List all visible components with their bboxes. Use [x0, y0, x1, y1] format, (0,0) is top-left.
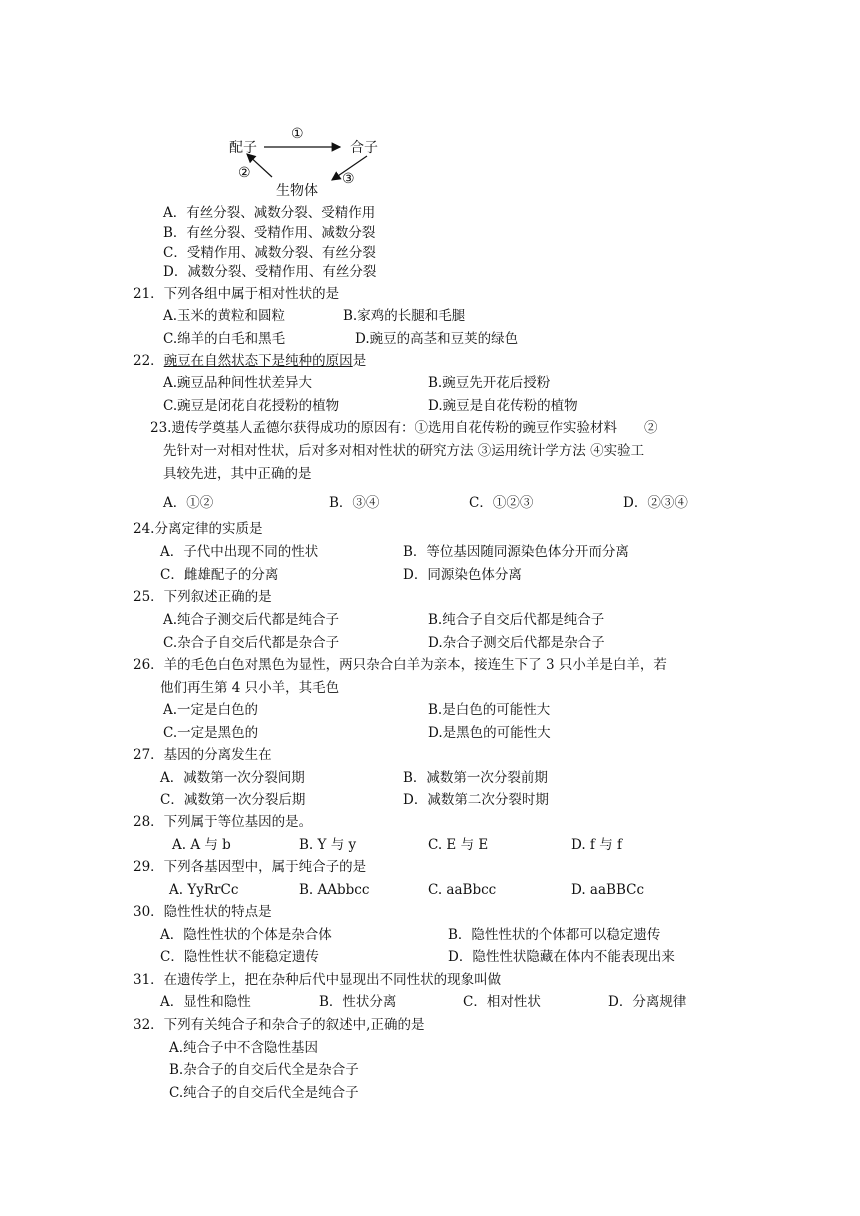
q22-stem-end: 是: [352, 353, 367, 369]
q28-stem: 28．下列属于等位基因的是。: [133, 814, 313, 830]
q25-option-d: D.杂合子测交后代都是杂合子: [428, 635, 605, 651]
q29-option-b: B. AAbbcc: [299, 882, 370, 898]
q23-option-c: C．①②③: [469, 495, 534, 511]
q31-stem: 31．在遗传学上，把在杂种后代中显现出不同性状的现象叫做: [133, 972, 502, 988]
q28-option-b: B. Y 与 y: [299, 837, 357, 853]
q22-option-a: A.豌豆品种间性状差异大: [163, 375, 313, 391]
q20-option-a: A．有丝分裂、减数分裂、受精作用: [163, 205, 376, 221]
q25-stem: 25．下列叙述正确的是: [133, 589, 272, 605]
zygote-label: 合子: [350, 140, 378, 156]
q21-option-d: D.豌豆的高茎和豆荚的绿色: [355, 331, 519, 347]
q29-stem: 29．下列各基因型中，属于纯合子的是: [133, 859, 367, 875]
q27-option-d: D．减数第二次分裂时期: [403, 792, 549, 808]
q32-option-c: C.纯合子的自交后代全是纯合子: [169, 1085, 359, 1101]
q30-option-d: D．隐性性状隐藏在体内不能表现出来: [448, 949, 675, 965]
step-2-mark: ②: [238, 165, 251, 181]
q20-option-b: B．有丝分裂、受精作用、减数分裂: [163, 225, 376, 241]
q21-option-b: B.家鸡的长腿和毛腿: [343, 308, 466, 324]
q24-stem: 24.分离定律的实质是: [133, 521, 263, 537]
q22-option-c: C.豌豆是闭花自花授粉的植物: [163, 398, 340, 414]
q31-option-a: A．显性和隐性: [160, 994, 251, 1010]
q26-stem-line1: 26．羊的毛色白色对黑色为显性，两只杂合白羊为亲本，接连生下了 3 只小羊是白羊，若: [133, 657, 667, 673]
q26-stem-line2: 他们再生第 4 只小羊，其毛色: [160, 680, 340, 696]
q30-option-a: A．隐性性状的个体是杂合体: [160, 927, 332, 943]
q32-stem: 32．下列有关纯合子和杂合子的叙述中,正确的是: [133, 1017, 425, 1033]
q23-option-d: D．②③④: [623, 495, 688, 511]
q23-stem-line2: 先针对一对相对性状，后对多对相对性状的研究方法 ③运用统计学方法 ④实验工: [163, 443, 645, 459]
q22-stem: [133, 352, 366, 370]
q31-option-b: B．性状分离: [319, 994, 397, 1010]
q30-option-c: C．隐性性状不能稳定遗传: [160, 949, 319, 965]
q21-option-c: C.绵羊的白毛和黑毛: [163, 331, 286, 347]
q28-option-d: D. f 与 f: [571, 837, 623, 853]
q25-option-b: B.纯合子自交后代都是纯合子: [428, 612, 605, 628]
arrow-2: [247, 154, 272, 177]
q25-option-c: C.杂合子自交后代都是杂合子: [163, 635, 340, 651]
q20-option-c: C．受精作用、减数分裂、有丝分裂: [163, 245, 376, 261]
q26-option-b: B.是白色的可能性大: [428, 702, 551, 718]
q32-option-b: B.杂合子的自交后代全是杂合子: [169, 1062, 359, 1078]
q23-option-a: A．①②: [163, 495, 214, 511]
organism-label: 生物体: [276, 183, 318, 199]
q22-option-d: D.豌豆是自花传粉的植物: [428, 398, 578, 414]
q27-stem: 27．基因的分离发生在: [133, 747, 272, 763]
q22-option-b: B.豌豆先开花后授粉: [428, 375, 551, 391]
step-1-mark: ①: [291, 126, 304, 142]
q30-option-b: B．隐性性状的个体都可以稳定遗传: [448, 927, 661, 943]
q23-stem-line3: 具较先进，其中正确的是: [163, 466, 312, 482]
q20-option-d: D．减数分裂、受精作用、有丝分裂: [163, 264, 377, 280]
q26-option-a: A.一定是白色的: [163, 702, 259, 718]
q27-option-a: A．减数第一次分裂间期: [160, 770, 305, 786]
q31-option-c: C．相对性状: [463, 994, 541, 1010]
q25-option-a: A.纯合子测交后代都是纯合子: [163, 612, 340, 628]
q24-option-c: C．雌雄配子的分离: [160, 567, 279, 583]
q22-number: 22．: [133, 353, 164, 369]
q23-stem-line1: 23.遗传学奠基人孟德尔获得成功的原因有：①选用自花传粉的豌豆作实验材料 ②: [150, 420, 658, 436]
q27-option-c: C．减数第一次分裂后期: [160, 792, 306, 808]
q29-option-a: A. YyRrCc: [169, 882, 239, 898]
q29-option-c: C. aaBbcc: [428, 882, 497, 898]
q29-option-d: D. aaBBCc: [571, 882, 645, 898]
q24-option-a: A．子代中出现不同的性状: [160, 544, 319, 560]
q31-option-d: D．分离规律: [608, 994, 687, 1010]
q24-option-b: B．等位基因随同源染色体分开而分离: [403, 544, 629, 560]
q23-option-b: B．③④: [329, 495, 380, 511]
q28-option-a: A. A 与 b: [172, 837, 231, 853]
step-3-mark: ③: [342, 171, 355, 187]
q27-option-b: B．减数第一次分裂前期: [403, 770, 548, 786]
q26-option-c: C.一定是黑色的: [163, 725, 259, 741]
q21-option-a: A.玉米的黄粒和圆粒: [163, 308, 286, 324]
q32-option-a: A.纯合子中不含隐性基因: [169, 1040, 319, 1056]
gamete-label: 配子: [229, 140, 257, 156]
life-cycle-diagram: [200, 120, 420, 200]
q22-stem-underlined: 豌豆在自然状态下是纯种的原因: [163, 353, 353, 369]
q21-stem: 21．下列各组中属于相对性状的是: [133, 286, 340, 302]
q28-option-c: C. E 与 E: [428, 837, 489, 853]
q24-option-d: D．同源染色体分离: [403, 567, 522, 583]
q26-option-d: D.是黑色的可能性大: [428, 725, 551, 741]
q30-stem: 30．隐性性状的特点是: [133, 904, 272, 920]
